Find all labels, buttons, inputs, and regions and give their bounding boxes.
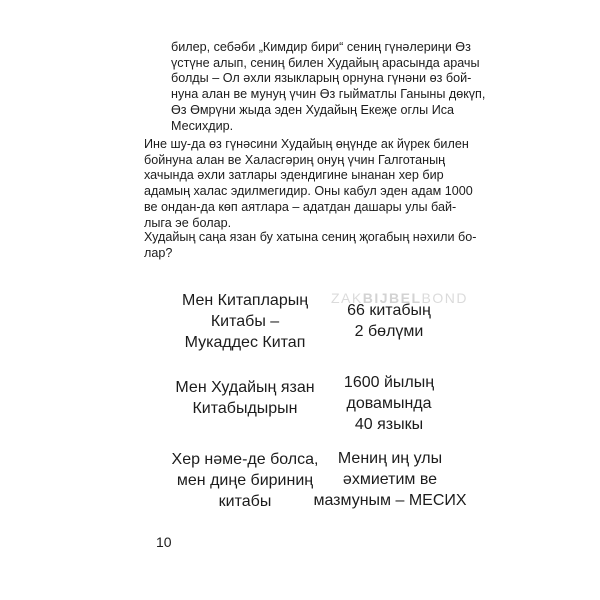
text-line: хачында әхли затлары эдендигине ынанан хер бир (144, 168, 444, 183)
cell-line: Китабы – (210, 313, 280, 330)
cell-line: мазмуным – МЕСИХ (313, 492, 467, 509)
statement-messiah (310, 448, 470, 511)
statement-66-books (318, 300, 460, 342)
cell-line: Мукаддес Китап (184, 334, 306, 351)
text-line: Ине шу-да өз гүнәсини Худайың өңүнде ак йүрек билен (144, 137, 469, 151)
cell-line: Китабыдырын (192, 400, 298, 417)
text-line: Худайың саңа язан бу хатына сениң җогабың нәхили бо- (144, 230, 477, 244)
text-line: билер, себәби „Кимдир бири“ сениң гүнәлериңи Өз (171, 40, 471, 54)
text-line: Өз Өмрүни жыда эден Худайың Екеҗе оглы Иса (171, 102, 455, 117)
cell-line: Хер нәме-де болса, (171, 451, 319, 468)
cell-line: Мен Худайың язан (175, 379, 315, 396)
text-line: лыга эе болар. (144, 215, 232, 230)
paragraph-3-question (144, 230, 477, 261)
cell-line: 66 китабың (347, 302, 431, 319)
cell-line: мен диңе бириниң (176, 472, 314, 489)
cell-line: Мениң иң улы (337, 450, 443, 467)
cell-line: 1600 йылың (343, 374, 435, 391)
watermark-suffix: BOND (421, 290, 468, 306)
text-line: адамың халас эдилмегидир. Оны кабул эден адам 1000 (144, 184, 473, 199)
text-line: ве ондан-да көп аятлара – адатдан дашары улы бай- (144, 199, 457, 214)
statement-written-by-god (160, 377, 330, 419)
cell-line: 40 языкы (354, 416, 424, 433)
paragraph-2 (144, 137, 473, 231)
paragraph-1 (171, 40, 486, 134)
cell-line: 2 бөлүми (354, 323, 424, 340)
text-line: лар? (144, 245, 173, 260)
text-line: үстүне алып, сениң билен Худайың арасында арачы (171, 55, 480, 70)
page-number: 10 (156, 534, 172, 550)
text-line: нуна алан ве мунуң үчин Өз гыйматлы Ганыны дөкүп, (171, 87, 486, 102)
statement-one-author (160, 449, 330, 512)
cell-line: әхмиетим ве (342, 471, 438, 488)
text-line: болды – Ол әхли языкларың орнуна гүнәни өз бой- (171, 71, 472, 86)
statement-1600-years (318, 372, 460, 435)
statement-book-of-books (160, 290, 330, 353)
cell-line: китабы (218, 493, 272, 510)
text-line: Месихдир. (171, 118, 234, 133)
watermark-bold: BIJBEL (362, 290, 422, 306)
text-line: бойнуна алан ве Халасгәриң онуң үчин Галготаның (144, 152, 446, 167)
watermark-prefix: ZAK (331, 290, 363, 306)
cell-line: довамында (346, 395, 432, 412)
cell-line: Мен Китапларың (181, 292, 309, 309)
